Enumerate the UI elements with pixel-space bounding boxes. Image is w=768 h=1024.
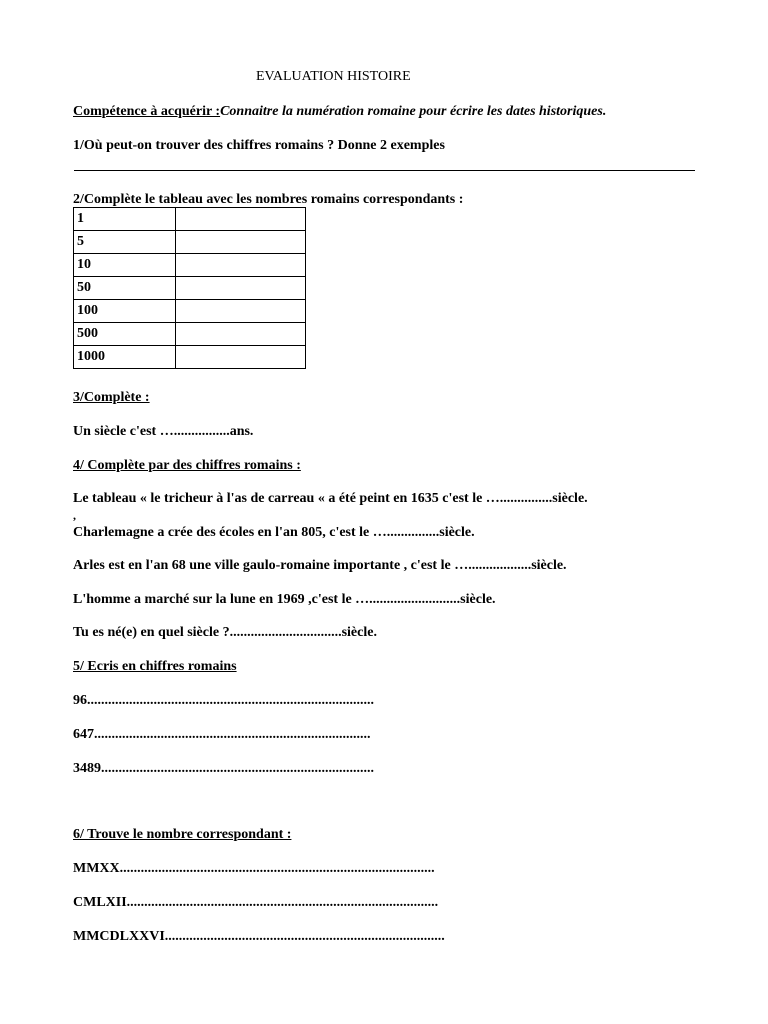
page-title: EVALUATION HISTOIRE [256, 69, 411, 84]
number-cell: 500 [74, 323, 176, 346]
number-cell: 100 [74, 300, 176, 323]
table-row [74, 254, 306, 277]
competence-label: Compétence à acquérir : [73, 104, 221, 119]
table-row [74, 300, 306, 323]
question-2: 2/Complète le tableau avec les nombres romains correspondants : [73, 192, 464, 207]
number-cell: 5 [74, 231, 176, 254]
question-6-line: MMCDLXXVI................................................................................ [73, 929, 445, 944]
question-4-line: Le tableau « le tricheur à l'as de carreau « a été peint en 1635 c'est le …...............siècle. [73, 491, 588, 506]
question-5-line: 647............................................................................... [73, 727, 371, 742]
question-6-heading: 6/ Trouve le nombre correspondant : [73, 827, 292, 842]
number-cell: 50 [74, 277, 176, 300]
question-3-line: Un siècle c'est …................ans. [73, 424, 254, 439]
answer-cell[interactable] [176, 346, 306, 369]
table-row [74, 323, 306, 346]
question-5-line: 96.................................................................................. [73, 693, 374, 708]
answer-cell[interactable] [176, 323, 306, 346]
question-1: 1/Où peut-on trouver des chiffres romains ? Donne 2 exemples [73, 138, 445, 153]
table-row [74, 346, 306, 369]
answer-cell[interactable] [176, 277, 306, 300]
competence-line [73, 103, 606, 120]
number-cell: 1000 [74, 346, 176, 369]
question-6-line: CMLXII......................................................................................... [73, 895, 439, 910]
number-cell: 10 [74, 254, 176, 277]
answer-cell[interactable] [176, 208, 306, 231]
table-row [74, 231, 306, 254]
number-cell: 1 [74, 208, 176, 231]
roman-numerals-table [73, 207, 306, 369]
question-4-heading: 4/ Complète par des chiffres romains : [73, 458, 301, 473]
table-row [74, 277, 306, 300]
table-row [74, 208, 306, 231]
question-6-line: MMXX.......................................................................................... [73, 861, 435, 876]
question-4-line: L'homme a marché sur la lune en 1969 ,c'est le …..........................siècle. [73, 592, 496, 607]
answer-cell[interactable] [176, 231, 306, 254]
competence-text: Connaitre la numération romaine pour écrire les dates historiques. [220, 104, 607, 119]
question-5-line: 3489.............................................................................. [73, 761, 374, 776]
question-4-line: Tu es né(e) en quel siècle ?................................siècle. [73, 625, 377, 640]
answer-cell[interactable] [176, 300, 306, 323]
answer-cell[interactable] [176, 254, 306, 277]
question-3-heading: 3/Complète : [73, 390, 150, 405]
stray-comma: , [73, 508, 76, 522]
question-4-line: Arles est en l'an 68 une ville gaulo-romaine importante , c'est le …..................siècle. [73, 558, 567, 573]
question-4-line: Charlemagne a crée des écoles en l'an 805, c'est le …...............siècle. [73, 525, 475, 540]
question-5-heading: 5/ Ecris en chiffres romains [73, 659, 237, 674]
answer-line-q1 [74, 170, 695, 171]
